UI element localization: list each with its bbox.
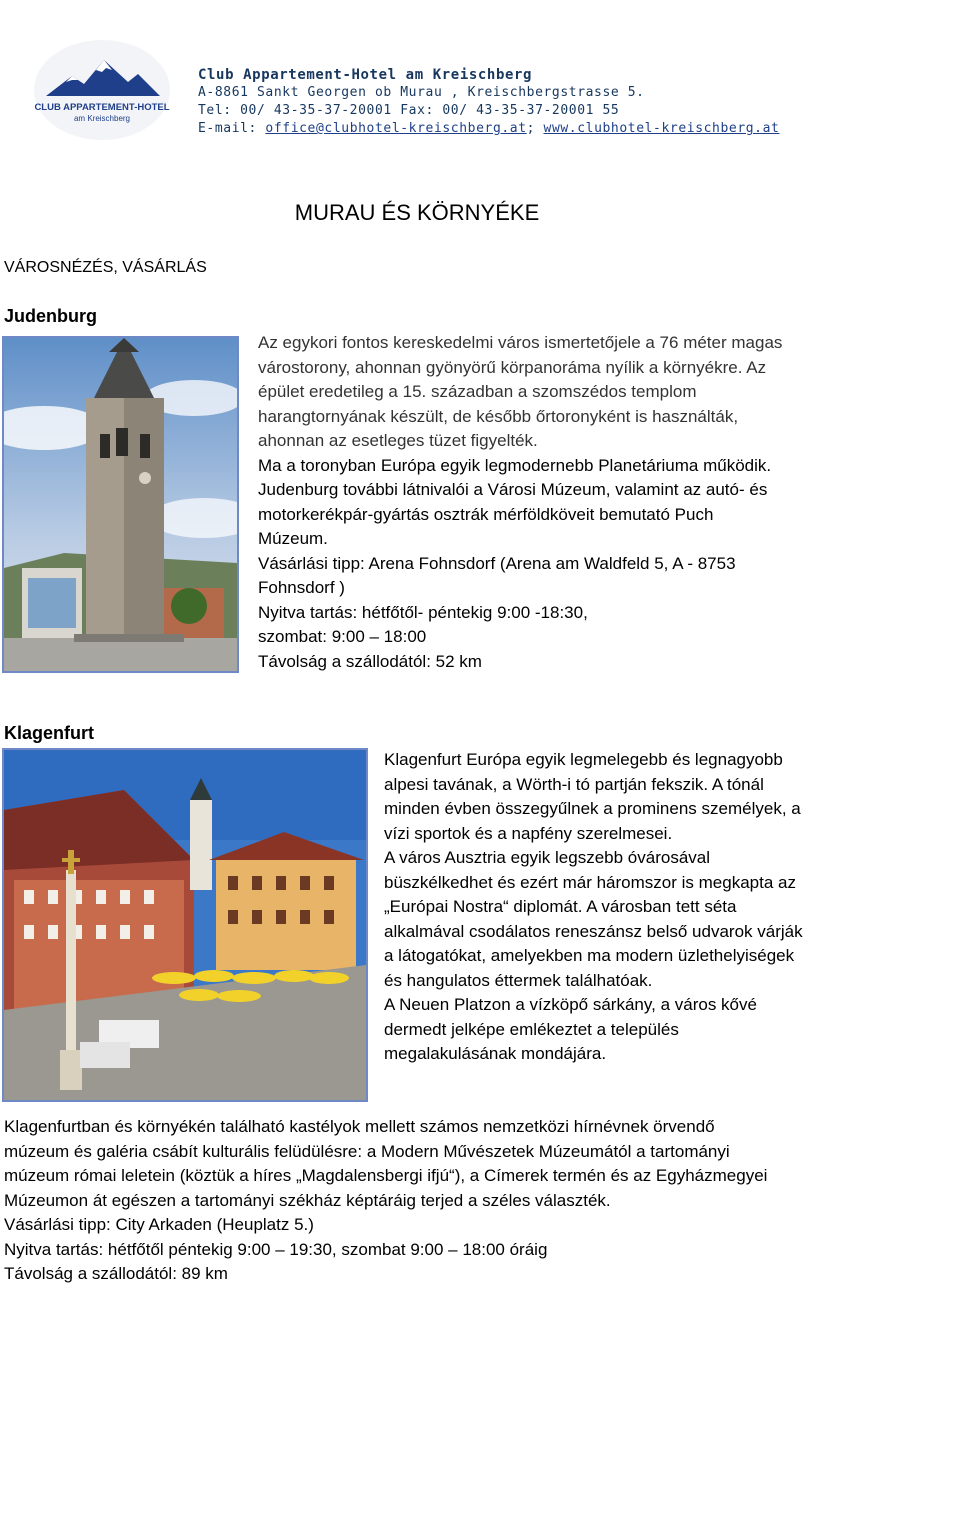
text-line: ahonnan az esetleges tüzet figyelték. — [258, 431, 538, 450]
text-line: várostorony, ahonnan gyönyörű körpanoráma nyílik a környékre. Az — [258, 357, 767, 377]
website-link[interactable]: www.clubhotel-kreischberg.at — [543, 121, 780, 136]
hotel-email-row — [198, 120, 779, 138]
text-line: Fohnsdorf ) — [258, 578, 345, 597]
hotel-contact-block — [198, 66, 779, 138]
text-line: a látogatókat, amelyekben ma modern üzlethelyiségek — [384, 946, 795, 965]
email-label: E-mail: — [198, 121, 266, 136]
klagenfurt-square-photo — [2, 748, 368, 1102]
text-line: minden évben összegyűlnek a prominens személyek, a — [384, 799, 801, 818]
distance: Távolság a szállodától: 89 km — [4, 1264, 228, 1283]
logo-subtext: am Kreischberg — [73, 114, 131, 123]
text-line: vízi sportok és a napfény szerelmesei. — [384, 823, 673, 843]
text-line: Múzeumon át egészen a tartományi székház képtáráig terjed a széles választék. — [4, 1190, 611, 1210]
mountain-logo-icon — [32, 38, 172, 142]
klagenfurt-description — [384, 748, 844, 1067]
text-line: Klagenfurt Európa egyik legmelegebb és legnagyobb — [384, 750, 783, 769]
email-link[interactable]: office@clubhotel-kreischberg.at — [265, 121, 527, 136]
text-line: dermedt jelképe emlékeztet a település — [384, 1019, 679, 1039]
link-separator: ; — [526, 121, 544, 136]
text-line: Az egykori fontos kereskedelmi város ismertetőjele a 76 méter magas — [258, 333, 783, 352]
text-line: múzeum és galéria csábít kulturális felüdülésre: a Modern Művészetek Múzeumától a tartományi — [4, 1141, 730, 1161]
text-line: A Neuen Platzon a vízköpő sárkány, a város kővé — [384, 995, 757, 1014]
text-line: Judenburg további látnivalói a Városi Múzeum, valamint az autó- és — [258, 480, 768, 499]
hotel-name: Club Appartement-Hotel am Kreischberg — [198, 67, 533, 83]
text-line: Ma a toronyban Európa egyik legmodernebb Planetáriuma működik. — [258, 455, 772, 475]
judenburg-description — [258, 331, 843, 674]
page-title: MURAU ÉS KÖRNYÉKE — [294, 200, 540, 225]
text-line: szombat: 9:00 – 18:00 — [258, 627, 427, 646]
text-line: múzeum római leletein (köztük a híres „Magdalensbergi ifjú“), a Címerek termén és az Egyházmegyei — [4, 1166, 768, 1185]
klagenfurt-museums-text — [4, 1115, 904, 1287]
text-line: A város Ausztria egyik legszebb óvárosával — [384, 848, 711, 867]
klagenfurt-heading: Klagenfurt — [4, 723, 94, 743]
shopping-tip: Vásárlási tipp: City Arkaden (Heuplatz 5.) — [4, 1215, 314, 1234]
text-line: megalakulásának mondájára. — [384, 1044, 607, 1063]
opening-hours: Nyitva tartás: hétfőtől- péntekig 9:00 -18:30, — [258, 602, 588, 622]
text-line: Klagenfurtban és környékén található kastélyok mellett számos nemzetközi hírnévnek örvendő — [4, 1117, 715, 1136]
judenburg-heading: Judenburg — [4, 306, 97, 326]
text-line: és hangulatos éttermek találhatóak. — [384, 970, 653, 990]
text-line: alpesi tavának, a Wörth-i tó partján fekszik. A tónál — [384, 774, 764, 794]
judenburg-tower-photo — [2, 336, 239, 673]
hotel-logo — [32, 38, 172, 142]
distance: Távolság a szállodától: 52 km — [258, 651, 482, 671]
shopping-tip: Vásárlási tipp: Arena Fohnsdorf (Arena am Waldfeld 5, A - 8753 — [258, 553, 736, 573]
hotel-address: A-8861 Sankt Georgen ob Murau , Kreischbergstrasse 5. — [198, 85, 645, 100]
text-line: Múzeum. — [258, 529, 328, 548]
text-line: harangtornyának készült, de később őrtoronyként is használták, — [258, 406, 739, 426]
text-line: épület eredetileg a 15. században a szomszédos templom — [258, 382, 697, 401]
opening-hours: Nyitva tartás: hétfőtől péntekig 9:00 – 19:30, szombat 9:00 – 18:00 óráig — [4, 1239, 548, 1259]
text-line: „Európai Nostra“ diplomát. A városban tett séta — [384, 897, 737, 916]
logo-text: CLUB APPARTEMENT-HOTEL — [34, 102, 170, 113]
text-line: motorkerékpár-gyártás osztrák mérföldköveit bemutató Puch — [258, 504, 714, 524]
hotel-phone-fax: Tel: 00/ 43-35-37-20001 Fax: 00/ 43-35-37-20001 55 — [198, 103, 620, 118]
text-line: büszkélkedhet és ezért már háromszor is megkapta az — [384, 872, 796, 892]
text-line: alkalmával csodálatos reneszánsz belső udvarok várják — [384, 921, 803, 941]
section-title: VÁROSNÉZÉS, VÁSÁRLÁS — [4, 259, 207, 276]
